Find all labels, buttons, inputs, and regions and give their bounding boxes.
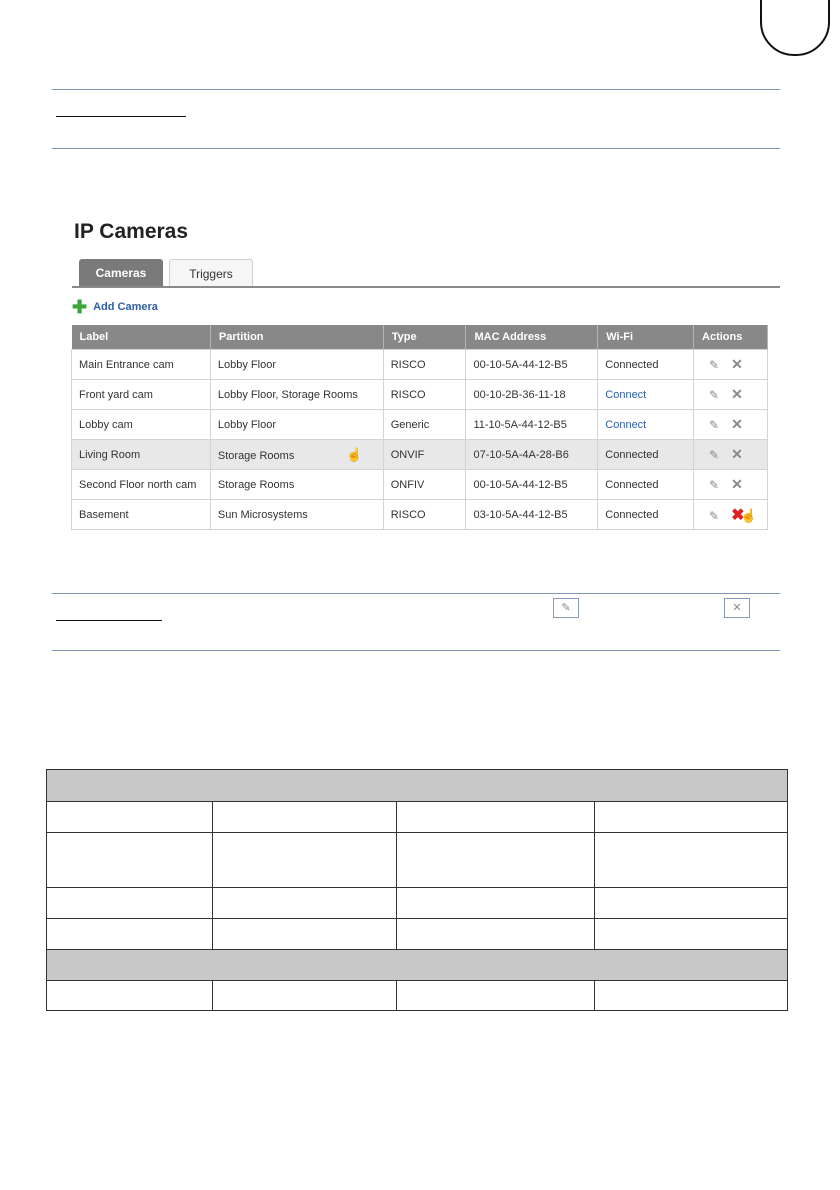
grid-row xyxy=(46,887,788,919)
close-icon[interactable]: ✕ xyxy=(731,386,743,402)
cell-actions xyxy=(694,410,768,440)
grid-column-line xyxy=(396,980,397,1011)
grid-section-header xyxy=(46,949,788,981)
close-icon: ✕ xyxy=(724,598,750,618)
column-header-wifi: Wi-Fi xyxy=(598,325,694,350)
cell-partition: Sun Microsystems xyxy=(210,500,383,530)
cell-partition-text: Storage Rooms xyxy=(217,449,295,462)
cell-actions xyxy=(694,500,768,530)
divider-mid-2 xyxy=(52,650,780,651)
grid-column-line xyxy=(594,980,595,1011)
cell-actions xyxy=(694,440,768,470)
grid-row xyxy=(46,801,788,833)
cell-actions xyxy=(694,380,768,410)
close-icon[interactable]: ✕ xyxy=(731,446,743,462)
table-row[interactable] xyxy=(72,350,768,380)
cell-wifi: Connected xyxy=(598,440,694,470)
table-header-row xyxy=(72,325,768,350)
tab-underline xyxy=(72,286,780,288)
cell-type: RISCO xyxy=(383,380,466,410)
add-camera-label: Add Camera xyxy=(93,301,158,313)
cell-partition: Lobby Floor xyxy=(210,410,383,440)
grid-column-line xyxy=(396,801,397,950)
cell-label: Front yard cam xyxy=(72,380,211,410)
grid-row xyxy=(46,980,788,1011)
pencil-icon[interactable]: ✎ xyxy=(709,508,720,523)
table-row[interactable] xyxy=(72,500,768,530)
tab-cameras[interactable]: Cameras xyxy=(79,259,163,287)
cell-actions xyxy=(694,470,768,500)
wifi-connect-link[interactable]: Connect xyxy=(605,388,647,401)
cell-actions xyxy=(694,350,768,380)
cell-label: Basement xyxy=(72,500,211,530)
tab-triggers[interactable]: Triggers xyxy=(169,259,253,287)
grid-row xyxy=(46,918,788,950)
wifi-connect-link[interactable]: Connect xyxy=(605,418,647,431)
column-header-partition: Partition xyxy=(210,325,383,350)
cell-wifi-link xyxy=(598,410,694,440)
pencil-icon[interactable]: ✎ xyxy=(709,448,720,462)
note-heading-underline-2 xyxy=(56,620,162,621)
cell-wifi: Connected xyxy=(598,350,694,380)
table-row[interactable] xyxy=(72,440,768,470)
hand-pointer-icon: ☝ xyxy=(740,507,757,523)
pencil-icon[interactable]: ✎ xyxy=(709,388,720,402)
divider-top-2 xyxy=(52,148,780,149)
grid-row xyxy=(46,832,788,888)
cell-partition: Lobby Floor xyxy=(210,350,383,380)
cell-type: RISCO xyxy=(383,350,466,380)
divider-top-1 xyxy=(52,89,780,90)
grid-column-line xyxy=(212,980,213,1011)
cell-type: Generic xyxy=(383,410,466,440)
cell-wifi: Connected xyxy=(598,470,694,500)
cell-mac: 00-10-5A-44-12-B5 xyxy=(466,470,598,500)
pencil-icon: ✎ xyxy=(553,598,579,618)
cell-label: Second Floor north cam xyxy=(72,470,211,500)
cell-mac: 03-10-5A-44-12-B5 xyxy=(466,500,598,530)
note-heading-underline-1 xyxy=(56,116,186,117)
divider-mid-1 xyxy=(52,593,780,594)
table-row[interactable] xyxy=(72,470,768,500)
grid-column-line xyxy=(212,801,213,950)
cell-mac: 07-10-5A-4A-28-B6 xyxy=(466,440,598,470)
cell-type: ONVIF xyxy=(383,440,466,470)
cell-label: Living Room xyxy=(72,440,211,470)
pencil-icon[interactable]: ✎ xyxy=(709,418,720,432)
table-row[interactable] xyxy=(72,410,768,440)
column-header-type: Type xyxy=(383,325,466,350)
page-title: IP Cameras xyxy=(74,220,189,243)
close-icon[interactable]: ✕ xyxy=(731,356,743,372)
cell-partition: Storage Rooms xyxy=(210,470,383,500)
cell-wifi: Connected xyxy=(598,500,694,530)
cell-type: RISCO xyxy=(383,500,466,530)
column-header-actions: Actions xyxy=(694,325,768,350)
hand-pointer-icon: ☝ xyxy=(346,446,363,462)
close-icon[interactable]: ✖ xyxy=(731,506,745,524)
cell-mac: 00-10-5A-44-12-B5 xyxy=(466,350,598,380)
cell-label: Lobby cam xyxy=(72,410,211,440)
column-header-label: Label xyxy=(72,325,211,350)
cell-mac: 11-10-5A-44-12-B5 xyxy=(466,410,598,440)
table-row[interactable] xyxy=(72,380,768,410)
column-header-mac: MAC Address xyxy=(466,325,598,350)
page-corner-mark xyxy=(760,0,830,56)
pencil-icon[interactable]: ✎ xyxy=(709,478,720,492)
pencil-icon[interactable]: ✎ xyxy=(709,358,720,372)
add-camera-button[interactable] xyxy=(72,297,158,317)
cell-label: Main Entrance cam xyxy=(72,350,211,380)
plus-icon: ✚ xyxy=(72,297,88,317)
grid-column-line xyxy=(594,801,595,950)
cell-wifi-link xyxy=(598,380,694,410)
cell-partition: Lobby Floor, Storage Rooms xyxy=(210,380,383,410)
empty-grid-table xyxy=(46,769,788,1011)
cell-mac: 00-10-2B-36-11-18 xyxy=(466,380,598,410)
close-icon[interactable]: ✕ xyxy=(731,476,743,492)
grid-section-header xyxy=(46,769,788,802)
cell-type: ONFIV xyxy=(383,470,466,500)
cameras-table xyxy=(71,325,768,530)
close-icon[interactable]: ✕ xyxy=(731,416,743,432)
cell-partition xyxy=(210,440,383,470)
